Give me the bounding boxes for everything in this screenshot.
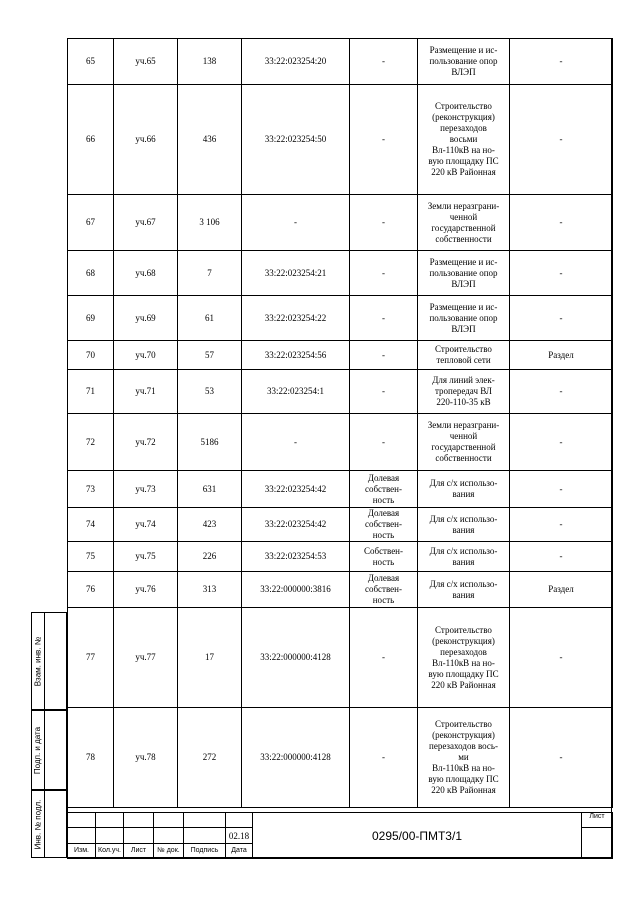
side-stamp-inv xyxy=(31,790,67,858)
note: - xyxy=(510,414,613,471)
area-value: 272 xyxy=(178,708,242,808)
table-row xyxy=(68,370,613,414)
stamp-header-izm: Изм. xyxy=(68,844,96,859)
land-purpose: Для с/х использо- вания xyxy=(418,542,510,572)
row-number: 65 xyxy=(68,39,114,85)
area-value: 17 xyxy=(178,608,242,708)
cadastral-number: 33:22:023254:20 xyxy=(242,39,350,85)
row-number: 69 xyxy=(68,296,114,341)
table-row xyxy=(68,341,613,370)
side-label-vzam: Взам. инв. № xyxy=(33,636,43,686)
area-value: 5186 xyxy=(178,414,242,471)
cadastral-number: - xyxy=(242,195,350,251)
land-purpose: Размещение и ис- пользование опор ВЛЭП xyxy=(418,39,510,85)
note: - xyxy=(510,608,613,708)
plot-label: уч.65 xyxy=(114,39,178,85)
row-number: 76 xyxy=(68,572,114,608)
plot-label: уч.68 xyxy=(114,251,178,296)
cadastral-number: 33:22:000000:3816 xyxy=(242,572,350,608)
land-plots-table xyxy=(67,38,613,808)
row-number: 77 xyxy=(68,608,114,708)
stamp-date: 02.18 xyxy=(226,828,253,844)
table-row xyxy=(68,708,613,808)
ownership-type: Собствен- ность xyxy=(350,542,418,572)
plot-label: уч.74 xyxy=(114,508,178,542)
plot-label: уч.70 xyxy=(114,341,178,370)
sheet-label: Лист xyxy=(582,813,613,828)
land-purpose: Земли неразграни- ченной государственной собственности xyxy=(418,195,510,251)
table-row xyxy=(68,608,613,708)
area-value: 631 xyxy=(178,471,242,508)
land-purpose: Для с/х использо- вания xyxy=(418,471,510,508)
cadastral-number: 33:22:023254:53 xyxy=(242,542,350,572)
row-number: 74 xyxy=(68,508,114,542)
table-row xyxy=(68,296,613,341)
stamp-header-podpis: Подпись xyxy=(184,844,226,859)
ownership-type: - xyxy=(350,341,418,370)
land-purpose: Для с/х использо- вания xyxy=(418,572,510,608)
document-number: 0295/00-ПМТ3/1 xyxy=(253,813,582,859)
row-number: 75 xyxy=(68,542,114,572)
row-number: 73 xyxy=(68,471,114,508)
note: Раздел xyxy=(510,572,613,608)
ownership-type: Долевая собствен- ность xyxy=(350,572,418,608)
cadastral-number: 33:22:023254:42 xyxy=(242,471,350,508)
area-value: 138 xyxy=(178,39,242,85)
ownership-type: - xyxy=(350,608,418,708)
table-row xyxy=(68,39,613,85)
plot-label: уч.66 xyxy=(114,85,178,195)
area-value: 313 xyxy=(178,572,242,608)
land-purpose: Для линий элек- тропередач ВЛ 220-110-35 кВ xyxy=(418,370,510,414)
stamp-cell xyxy=(184,828,226,844)
note: - xyxy=(510,39,613,85)
stamp-cell xyxy=(226,813,253,828)
ownership-type: - xyxy=(350,85,418,195)
ownership-type: Долевая собствен- ность xyxy=(350,508,418,542)
land-purpose: Размещение и ис- пользование опор ВЛЭП xyxy=(418,296,510,341)
row-number: 67 xyxy=(68,195,114,251)
ownership-type: - xyxy=(350,39,418,85)
note: Раздел xyxy=(510,341,613,370)
land-purpose: Строительство тепловой сети xyxy=(418,341,510,370)
land-purpose: Для с/х использо- вания xyxy=(418,508,510,542)
cadastral-number: 33:22:023254:1 xyxy=(242,370,350,414)
table-row xyxy=(68,471,613,508)
land-purpose: Строительство (реконструкция) перезаходов Вл-110кВ на но- вую площадку ПС 220 кВ Районная xyxy=(418,608,510,708)
ownership-type: - xyxy=(350,414,418,471)
table-row xyxy=(68,508,613,542)
note: - xyxy=(510,708,613,808)
stamp-cell xyxy=(124,813,154,828)
ownership-type: - xyxy=(350,195,418,251)
cadastral-number: 33:22:023254:42 xyxy=(242,508,350,542)
plot-label: уч.77 xyxy=(114,608,178,708)
stamp-cell xyxy=(96,813,124,828)
table-row xyxy=(68,572,613,608)
area-value: 436 xyxy=(178,85,242,195)
row-number: 71 xyxy=(68,370,114,414)
land-purpose: Размещение и ис- пользование опор ВЛЭП xyxy=(418,251,510,296)
table-row xyxy=(68,414,613,471)
land-purpose: Строительство (реконструкция) перезаходов вось- ми Вл-110кВ на но- вую площадку ПС 220 кВ Районная xyxy=(418,708,510,808)
ownership-type: - xyxy=(350,370,418,414)
area-value: 7 xyxy=(178,251,242,296)
stamp-cell xyxy=(184,813,226,828)
area-value: 61 xyxy=(178,296,242,341)
side-label-inv: Инв. № подл. xyxy=(33,799,43,849)
plot-label: уч.71 xyxy=(114,370,178,414)
note: - xyxy=(510,85,613,195)
ownership-type: - xyxy=(350,251,418,296)
stamp-header-kolvo: Кол.уч. xyxy=(96,844,124,859)
note: - xyxy=(510,508,613,542)
cadastral-number: 33:22:023254:21 xyxy=(242,251,350,296)
area-value: 226 xyxy=(178,542,242,572)
stamp-cell xyxy=(124,828,154,844)
area-value: 53 xyxy=(178,370,242,414)
note: - xyxy=(510,542,613,572)
side-stamp-vzam xyxy=(31,612,67,710)
stamp-header-ndok: № док. xyxy=(154,844,184,859)
note: - xyxy=(510,251,613,296)
row-number: 66 xyxy=(68,85,114,195)
stamp-cell xyxy=(96,828,124,844)
cadastral-number: 33:22:000000:4128 xyxy=(242,608,350,708)
plot-label: уч.69 xyxy=(114,296,178,341)
title-block xyxy=(67,812,613,859)
plot-label: уч.75 xyxy=(114,542,178,572)
ownership-type: Долевая собствен- ность xyxy=(350,471,418,508)
stamp-cell xyxy=(68,813,96,828)
table-row xyxy=(68,251,613,296)
row-number: 70 xyxy=(68,341,114,370)
note: - xyxy=(510,370,613,414)
ownership-type: - xyxy=(350,708,418,808)
stamp-cell xyxy=(154,813,184,828)
table-row xyxy=(68,195,613,251)
cadastral-number: 33:22:023254:22 xyxy=(242,296,350,341)
plot-label: уч.67 xyxy=(114,195,178,251)
area-value: 423 xyxy=(178,508,242,542)
side-label-podp: Подп. и дата xyxy=(33,726,43,774)
table-row xyxy=(68,542,613,572)
plot-label: уч.72 xyxy=(114,414,178,471)
row-number: 72 xyxy=(68,414,114,471)
note: - xyxy=(510,195,613,251)
stamp-header-data: Дата xyxy=(226,844,253,859)
table-row xyxy=(68,85,613,195)
stamp-header-list: Лист xyxy=(124,844,154,859)
land-purpose: Строительство (реконструкция) перезаходов восьми Вл-110кВ на но- вую площадку ПС 220 кВ Районная xyxy=(418,85,510,195)
ownership-type: - xyxy=(350,296,418,341)
note: - xyxy=(510,296,613,341)
area-value: 3 106 xyxy=(178,195,242,251)
plot-label: уч.76 xyxy=(114,572,178,608)
sheet-number-cell xyxy=(582,828,613,859)
cadastral-number: 33:22:023254:50 xyxy=(242,85,350,195)
cadastral-number: 33:22:000000:4128 xyxy=(242,708,350,808)
row-number: 68 xyxy=(68,251,114,296)
area-value: 57 xyxy=(178,341,242,370)
land-purpose: Земли неразграни- ченной государственной собственности xyxy=(418,414,510,471)
plot-label: уч.78 xyxy=(114,708,178,808)
plot-label: уч.73 xyxy=(114,471,178,508)
side-stamp-podp xyxy=(31,710,67,790)
note: - xyxy=(510,471,613,508)
cadastral-number: 33:22:023254:56 xyxy=(242,341,350,370)
row-number: 78 xyxy=(68,708,114,808)
stamp-cell xyxy=(154,828,184,844)
stamp-cell xyxy=(68,828,96,844)
cadastral-number: - xyxy=(242,414,350,471)
